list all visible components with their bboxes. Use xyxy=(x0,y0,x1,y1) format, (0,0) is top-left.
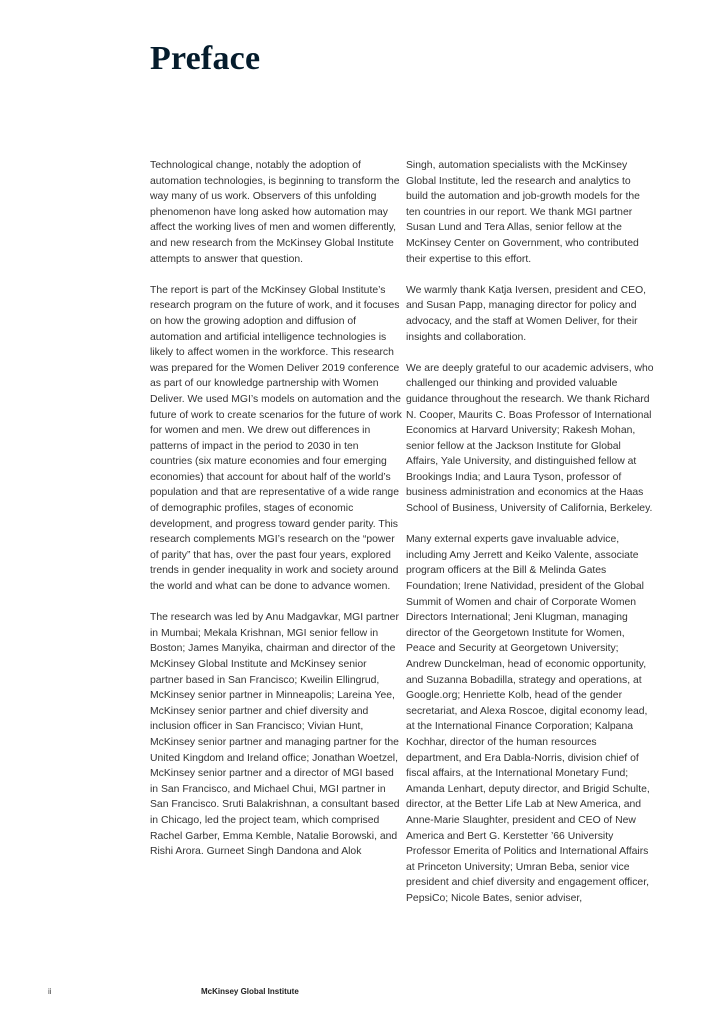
paragraph-intro: Technological change, notably the adoption of automation technologies, is beginning to transform the way many of us work. Observers of this unfolding phenomenon have long asked how automation may affect the working lives of men and women differently, and new research from the McKinsey Global Institute attempts to answer that question. xyxy=(150,160,400,265)
paragraph-external-experts: Many external experts gave invaluable advice, including Amy Jerrett and Keiko Valente, associate program officers at the Bill & Melinda Gates Foundation; Irene Natividad, president of the Global Summit of Women and chair of Corporate Women Directors International; Jeni Klugman, managing director of the Georgetown Institute for Women, Peace and Security at Georgetown University; Andrew Dunckelman, head of economic opportunity, and Suzanna Bobadilla, strategy and operations, at Google.org; Henriette Kolb, head of the gender secretariat, and Alexa Roscoe, digital economy lead, at the International Finance Corporation; Kalpana Kochhar, director of the human resources department, and Era Dabla-Norris, division chief of fiscal affairs, at the International Monetary Fund; Amanda Lenhart, deputy director, and Brigid Schulte, director, at the Better Life Lab at New America, and Anne-Marie Slaughter, president and CEO of New America and Bert G. Kerstetter ’66 University Professor Emerita of Politics and International Affairs at Princeton University; Umran Beba, senior vice president and chief diversity and engagement officer, PepsiCo; Nicole Bates, senior adviser, xyxy=(406,534,650,904)
paragraph-analytics-team: Singh, automation specialists with the McKinsey Global Institute, led the research and analytics to build the automation and job-growth models for the ten countries in our report. We thank MGI partner Susan Lund and Tera Allas, senior fellow at the McKinsey Center on Government, who contributed their expertise to this effort. xyxy=(406,160,640,265)
paragraph-research-team: The research was led by Anu Madgavkar, MGI partner in Mumbai; Mekala Krishnan, MGI senior fellow in Boston; James Manyika, chairman and director of the McKinsey Global Institute and McKinsey senior partner based in San Francisco; Kweilin Ellingrud, McKinsey senior partner in Minneapolis; Lareina Yee, McKinsey senior partner and chief diversity and inclusion officer in San Francisco; Vivian Hunt, McKinsey senior partner and managing partner for the United Kingdom and Ireland office; Jonathan Woetzel, McKinsey senior partner and a director of MGI based in San Francisco, and Michael Chui, MGI partner in San Francisco. Sruti Balakrishnan, a consultant based in Chicago, led the project team, which comprised Rachel Garber, Emma Kemble, Natalie Borowski, and Rishi Arora. Gurneet Singh Dandona and Alok xyxy=(150,612,400,858)
left-text-column xyxy=(150,158,402,860)
paragraph-report-scope: The report is part of the McKinsey Global Institute’s research program on the future of work, and it focuses on how the growing adoption and diffusion of automation and artificial intelligence technologies is likely to affect women in the workforce. This research was prepared for the Women Deliver 2019 conference as part of our knowledge partnership with Women Deliver. We used MGI’s models on automation and the future of work to create scenarios for the future of work for women and men. We drew out differences in patterns of impact in the period to 2030 in ten countries (six mature economies and four emerging economies) that account for about half of the world’s population and that are representative of a wide range of demographic profiles, stages of economic development, and progress toward gender parity. This research complements MGI’s research on the “power of parity” that has, over the past four years, explored trends in gender inequality in work and society around the world and what can be done to advance women. xyxy=(150,284,402,593)
page-number: ii xyxy=(48,987,52,996)
paragraph-women-deliver-thanks: We warmly thank Katja Iversen, president and CEO, and Susan Papp, managing director for policy and advocacy, and the staff at Women Deliver, for their insights and collaboration. xyxy=(406,284,647,343)
paragraph-academic-advisers: We are deeply grateful to our academic advisers, who challenged our thinking and provided valuable guidance throughout the research. We thank Richard N. Cooper, Maurits C. Boas Professor of International Economics at Harvard University; Rakesh Mohan, senior fellow at the Jackson Institute for Global Affairs, Yale University, and distinguished fellow at Brookings India; and Laura Tyson, professor of business administration and economics at the Haas School of Business, University of California, Berkeley. xyxy=(406,362,654,515)
right-text-column xyxy=(406,158,654,907)
page-title: Preface xyxy=(150,40,261,77)
publisher-name: McKinsey Global Institute xyxy=(201,987,299,996)
